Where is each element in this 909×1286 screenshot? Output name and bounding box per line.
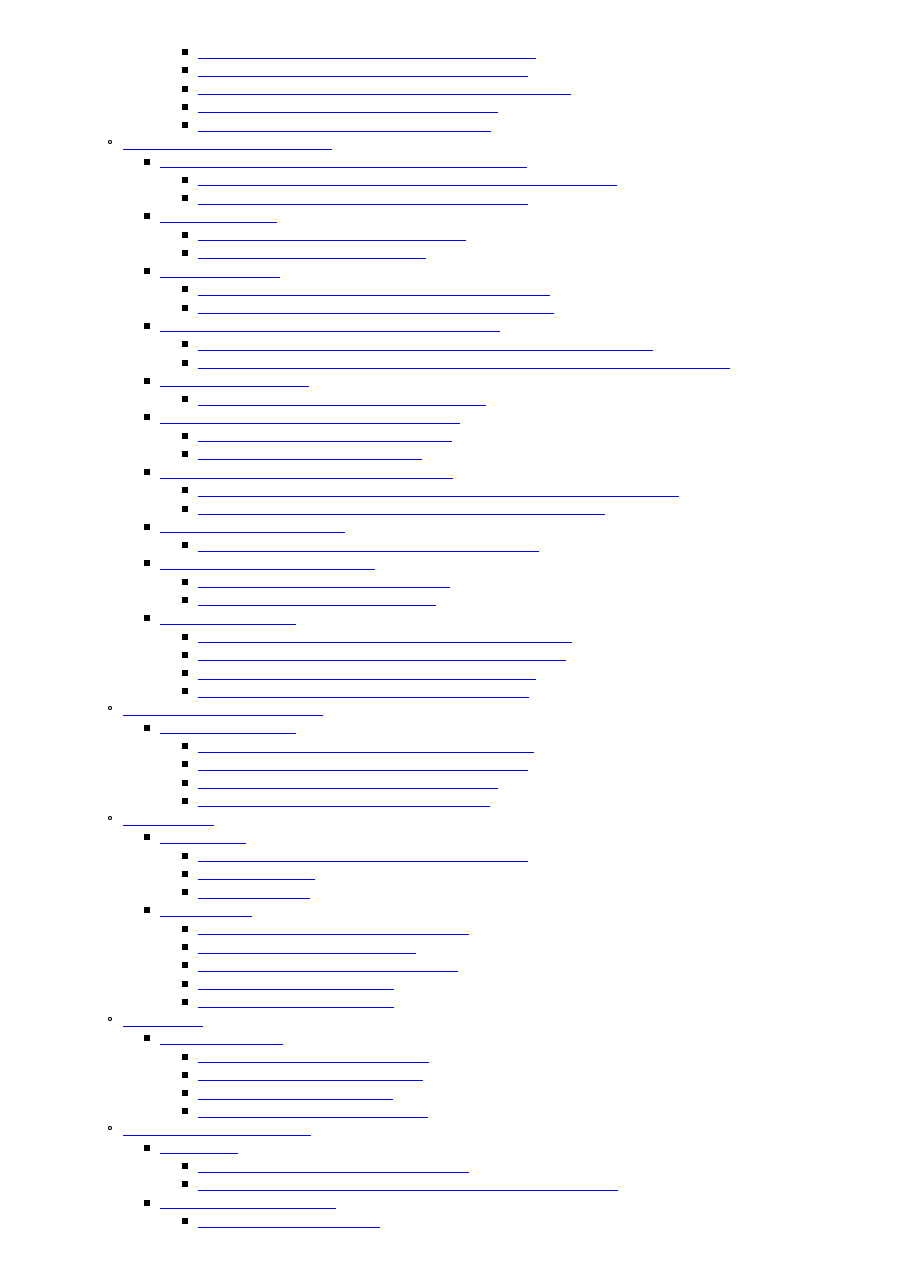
- circle-bullet-icon: [108, 706, 112, 710]
- group: [160, 155, 909, 210]
- section: [123, 813, 909, 1014]
- square-bullet-icon: [182, 305, 188, 311]
- sub-list: [160, 429, 909, 466]
- sub-list: [160, 283, 909, 320]
- redacted-link[interactable]: [198, 1050, 429, 1063]
- list-item: [198, 393, 909, 411]
- sub-list: [123, 1141, 909, 1232]
- leaf: [198, 539, 909, 557]
- square-bullet-icon: [182, 798, 188, 804]
- group: [160, 265, 909, 320]
- leaf: [198, 82, 909, 100]
- redacted-link[interactable]: [160, 411, 460, 424]
- leaf: [198, 667, 909, 685]
- group: [160, 46, 909, 137]
- sub-list: [160, 484, 909, 521]
- leaf: [198, 356, 909, 374]
- leaf: [198, 758, 909, 776]
- redacted-link[interactable]: [198, 593, 436, 606]
- group: [160, 319, 909, 374]
- sub-list: [123, 721, 909, 812]
- list-item: [198, 667, 909, 685]
- sub-list: [160, 1215, 909, 1233]
- redacted-link[interactable]: [198, 959, 458, 972]
- square-bullet-icon: [182, 597, 188, 603]
- list-item: [123, 137, 909, 155]
- group: [160, 466, 909, 521]
- square-bullet-icon: [182, 542, 188, 548]
- list-item: [198, 1087, 909, 1105]
- square-bullet-icon: [182, 1090, 188, 1096]
- square-bullet-icon: [182, 579, 188, 585]
- leaf: [198, 64, 909, 82]
- redacted-link[interactable]: [160, 831, 246, 844]
- redacted-link[interactable]: [198, 1105, 428, 1118]
- list-item: [123, 1123, 909, 1141]
- square-bullet-icon: [182, 360, 188, 366]
- list-item: [198, 447, 909, 465]
- leaf: [198, 447, 909, 465]
- list-item: [160, 831, 909, 849]
- list-item: [198, 356, 909, 374]
- list-item: [123, 813, 909, 831]
- square-bullet-icon: [182, 1054, 188, 1060]
- redacted-link[interactable]: [123, 703, 323, 716]
- list-item: [160, 265, 909, 283]
- square-bullet-icon: [182, 871, 188, 877]
- sub-list: [123, 155, 909, 703]
- list-item: [198, 338, 909, 356]
- square-bullet-icon: [182, 86, 188, 92]
- redacted-link[interactable]: [160, 557, 375, 570]
- redacted-link[interactable]: [160, 520, 345, 533]
- list-item: [198, 959, 909, 977]
- section: [123, 1123, 909, 1233]
- redacted-link[interactable]: [160, 155, 527, 168]
- square-bullet-icon: [182, 944, 188, 950]
- sub-list: [160, 849, 909, 904]
- square-bullet-icon: [144, 907, 150, 913]
- square-bullet-icon: [144, 159, 150, 165]
- list-item: [198, 630, 909, 648]
- leaf: [198, 429, 909, 447]
- redacted-link[interactable]: [160, 374, 309, 387]
- square-bullet-icon: [182, 250, 188, 256]
- leaf: [198, 1215, 909, 1233]
- leaf: [198, 1068, 909, 1086]
- square-bullet-icon: [182, 999, 188, 1005]
- sub-list: [160, 173, 909, 210]
- leaf: [198, 740, 909, 758]
- square-bullet-icon: [144, 268, 150, 274]
- sub-list: [123, 831, 909, 1014]
- list-item: [160, 1141, 909, 1159]
- redacted-link[interactable]: [198, 867, 315, 880]
- list-item: [160, 1032, 909, 1050]
- redacted-link[interactable]: [198, 82, 571, 95]
- leaf: [198, 849, 909, 867]
- square-bullet-icon: [144, 560, 150, 566]
- redacted-link[interactable]: [198, 393, 486, 406]
- redacted-link[interactable]: [198, 100, 498, 113]
- redacted-link[interactable]: [198, 849, 528, 862]
- redacted-link[interactable]: [123, 137, 332, 150]
- square-bullet-icon: [182, 634, 188, 640]
- square-bullet-icon: [182, 433, 188, 439]
- group: [160, 612, 909, 703]
- redacted-link[interactable]: [198, 429, 452, 442]
- list-item: [160, 721, 909, 739]
- redacted-link[interactable]: [198, 776, 498, 789]
- sub-list: [160, 1160, 909, 1197]
- redacted-link[interactable]: [198, 447, 422, 460]
- redacted-link[interactable]: [198, 338, 653, 351]
- redacted-link[interactable]: [198, 995, 394, 1008]
- leaf: [198, 575, 909, 593]
- sub-list: [160, 228, 909, 265]
- leaf: [198, 867, 909, 885]
- square-bullet-icon: [182, 122, 188, 128]
- square-bullet-icon: [144, 469, 150, 475]
- list-item: [160, 466, 909, 484]
- list-item: [198, 941, 909, 959]
- list-item: [198, 648, 909, 666]
- redacted-link[interactable]: [160, 904, 252, 917]
- redacted-link[interactable]: [160, 721, 296, 734]
- square-bullet-icon: [182, 49, 188, 55]
- leaf: [198, 1087, 909, 1105]
- leaf: [198, 1178, 909, 1196]
- list-item: [198, 776, 909, 794]
- square-bullet-icon: [182, 981, 188, 987]
- square-bullet-icon: [144, 1035, 150, 1041]
- list-item: [198, 1160, 909, 1178]
- redacted-link[interactable]: [198, 1178, 618, 1191]
- square-bullet-icon: [182, 780, 188, 786]
- square-bullet-icon: [182, 1108, 188, 1114]
- list-item: [198, 794, 909, 812]
- list-item: [198, 977, 909, 995]
- sub-list: [160, 922, 909, 1013]
- list-item: [198, 484, 909, 502]
- redacted-link[interactable]: [198, 173, 617, 186]
- square-bullet-icon: [182, 1163, 188, 1169]
- leaf: [198, 100, 909, 118]
- list-item: [198, 575, 909, 593]
- list-item: [198, 593, 909, 611]
- list-item: [198, 283, 909, 301]
- sub-list: [123, 46, 909, 137]
- redacted-link[interactable]: [198, 1087, 393, 1100]
- square-bullet-icon: [182, 743, 188, 749]
- leaf: [198, 630, 909, 648]
- group: [160, 1032, 909, 1123]
- group: [160, 831, 909, 904]
- square-bullet-icon: [144, 378, 150, 384]
- sub-list: [160, 630, 909, 703]
- list-item: [198, 100, 909, 118]
- redacted-link[interactable]: [198, 46, 536, 59]
- list-item: [198, 1215, 909, 1233]
- list-item: [198, 173, 909, 191]
- group: [160, 411, 909, 466]
- circle-bullet-icon: [108, 140, 112, 144]
- square-bullet-icon: [182, 853, 188, 859]
- square-bullet-icon: [144, 414, 150, 420]
- list-item: [198, 758, 909, 776]
- square-bullet-icon: [144, 1145, 150, 1151]
- sub-list: [160, 1050, 909, 1123]
- list-item: [160, 904, 909, 922]
- sub-list: [160, 393, 909, 411]
- leaf: [198, 173, 909, 191]
- leaf: [198, 794, 909, 812]
- leaf: [198, 283, 909, 301]
- list-item: [198, 1050, 909, 1068]
- leaf: [198, 1160, 909, 1178]
- redacted-link[interactable]: [198, 1215, 380, 1228]
- square-bullet-icon: [182, 670, 188, 676]
- leaf: [198, 1050, 909, 1068]
- list-item: [123, 1014, 909, 1032]
- square-bullet-icon: [144, 615, 150, 621]
- list-item: [160, 155, 909, 173]
- square-bullet-icon: [182, 506, 188, 512]
- redacted-link[interactable]: [160, 1032, 283, 1045]
- redacted-link[interactable]: [198, 119, 491, 132]
- redacted-link[interactable]: [198, 1160, 469, 1173]
- leaf: [198, 192, 909, 210]
- circle-bullet-icon: [108, 1126, 112, 1130]
- sub-list: [123, 1032, 909, 1123]
- redacted-link[interactable]: [198, 740, 534, 753]
- list-item: [198, 1105, 909, 1123]
- list-item: [198, 740, 909, 758]
- group: [160, 721, 909, 812]
- leaf: [198, 886, 909, 904]
- group: [160, 1141, 909, 1196]
- section: [123, 137, 909, 703]
- leaf: [198, 46, 909, 64]
- square-bullet-icon: [182, 286, 188, 292]
- list-item: [160, 374, 909, 392]
- square-bullet-icon: [182, 177, 188, 183]
- redacted-link[interactable]: [198, 941, 416, 954]
- square-bullet-icon: [182, 451, 188, 457]
- square-bullet-icon: [182, 889, 188, 895]
- list-item: [160, 612, 909, 630]
- redacted-link[interactable]: [198, 502, 605, 515]
- square-bullet-icon: [144, 213, 150, 219]
- redacted-link[interactable]: [198, 758, 528, 771]
- redacted-link[interactable]: [160, 1196, 336, 1209]
- list-item: [160, 557, 909, 575]
- redacted-link[interactable]: [160, 612, 296, 625]
- redacted-link[interactable]: [160, 1141, 238, 1154]
- redacted-link[interactable]: [123, 1123, 311, 1136]
- group: [160, 1196, 909, 1233]
- leaf: [198, 959, 909, 977]
- leaf: [198, 246, 909, 264]
- list-item: [198, 922, 909, 940]
- list-item: [198, 192, 909, 210]
- square-bullet-icon: [182, 688, 188, 694]
- square-bullet-icon: [144, 1200, 150, 1206]
- list-item: [198, 685, 909, 703]
- section: [123, 1014, 909, 1124]
- list-item: [160, 1196, 909, 1214]
- list-item: [198, 429, 909, 447]
- redacted-link[interactable]: [123, 1014, 203, 1027]
- list-item: [198, 64, 909, 82]
- leaf: [198, 301, 909, 319]
- square-bullet-icon: [144, 524, 150, 530]
- redacted-link[interactable]: [160, 319, 500, 332]
- redacted-link[interactable]: [198, 685, 529, 698]
- square-bullet-icon: [182, 396, 188, 402]
- redacted-link[interactable]: [198, 977, 394, 990]
- redacted-link[interactable]: [198, 228, 466, 241]
- leaf: [198, 941, 909, 959]
- redacted-link[interactable]: [198, 922, 469, 935]
- redacted-link[interactable]: [198, 630, 572, 643]
- list-item: [198, 1068, 909, 1086]
- square-bullet-icon: [182, 232, 188, 238]
- redacted-link[interactable]: [198, 667, 536, 680]
- list-item: [198, 867, 909, 885]
- redacted-link[interactable]: [160, 210, 277, 223]
- redacted-link[interactable]: [198, 794, 490, 807]
- redacted-link[interactable]: [198, 648, 566, 661]
- list-item: [198, 995, 909, 1013]
- group: [160, 904, 909, 1014]
- redacted-link[interactable]: [198, 64, 528, 77]
- redacted-link[interactable]: [198, 575, 450, 588]
- leaf: [198, 502, 909, 520]
- square-bullet-icon: [182, 67, 188, 73]
- list-item: [160, 210, 909, 228]
- square-bullet-icon: [182, 761, 188, 767]
- redacted-link[interactable]: [198, 301, 554, 314]
- redacted-link[interactable]: [198, 1068, 423, 1081]
- square-bullet-icon: [144, 323, 150, 329]
- square-bullet-icon: [182, 926, 188, 932]
- sub-list: [160, 740, 909, 813]
- list-item: [198, 849, 909, 867]
- leaf: [198, 685, 909, 703]
- leaf: [198, 338, 909, 356]
- redacted-link[interactable]: [198, 539, 539, 552]
- sub-list: [160, 338, 909, 375]
- square-bullet-icon: [182, 341, 188, 347]
- square-bullet-icon: [182, 1218, 188, 1224]
- list-item: [160, 319, 909, 337]
- redacted-link[interactable]: [198, 283, 550, 296]
- square-bullet-icon: [182, 195, 188, 201]
- square-bullet-icon: [182, 652, 188, 658]
- list-item: [198, 119, 909, 137]
- redacted-link[interactable]: [198, 356, 730, 369]
- square-bullet-icon: [144, 725, 150, 731]
- list-item: [198, 502, 909, 520]
- circle-bullet-icon: [108, 816, 112, 820]
- square-bullet-icon: [182, 1181, 188, 1187]
- sub-list: [160, 575, 909, 612]
- square-bullet-icon: [182, 962, 188, 968]
- leaf: [198, 995, 909, 1013]
- leaf: [198, 977, 909, 995]
- redacted-link[interactable]: [198, 484, 679, 497]
- list-item: [160, 411, 909, 429]
- circle-bullet-icon: [108, 1017, 112, 1021]
- list-item: [198, 301, 909, 319]
- sub-list: [160, 46, 909, 137]
- redacted-link[interactable]: [160, 265, 280, 278]
- leaf: [198, 648, 909, 666]
- list-item: [198, 246, 909, 264]
- list-item: [198, 228, 909, 246]
- sub-list: [160, 539, 909, 557]
- leaf: [198, 1105, 909, 1123]
- square-bullet-icon: [182, 104, 188, 110]
- list-item: [198, 82, 909, 100]
- square-bullet-icon: [144, 834, 150, 840]
- leaf: [198, 922, 909, 940]
- leaf: [198, 593, 909, 611]
- group: [160, 210, 909, 265]
- list-item: [198, 539, 909, 557]
- group: [160, 557, 909, 612]
- list-item: [198, 1178, 909, 1196]
- redacted-link[interactable]: [198, 886, 310, 899]
- leaf: [198, 484, 909, 502]
- list-item: [123, 703, 909, 721]
- redacted-link[interactable]: [198, 192, 528, 205]
- redacted-link[interactable]: [160, 466, 453, 479]
- square-bullet-icon: [182, 1072, 188, 1078]
- leaf: [198, 228, 909, 246]
- list-item: [198, 46, 909, 64]
- redacted-link[interactable]: [198, 246, 426, 259]
- redacted-link[interactable]: [123, 813, 214, 826]
- section: [123, 46, 909, 137]
- section: [123, 703, 909, 813]
- group: [160, 374, 909, 411]
- leaf: [198, 776, 909, 794]
- list-item: [198, 886, 909, 904]
- leaf: [198, 393, 909, 411]
- square-bullet-icon: [182, 487, 188, 493]
- leaf: [198, 119, 909, 137]
- group: [160, 520, 909, 557]
- list-item: [160, 520, 909, 538]
